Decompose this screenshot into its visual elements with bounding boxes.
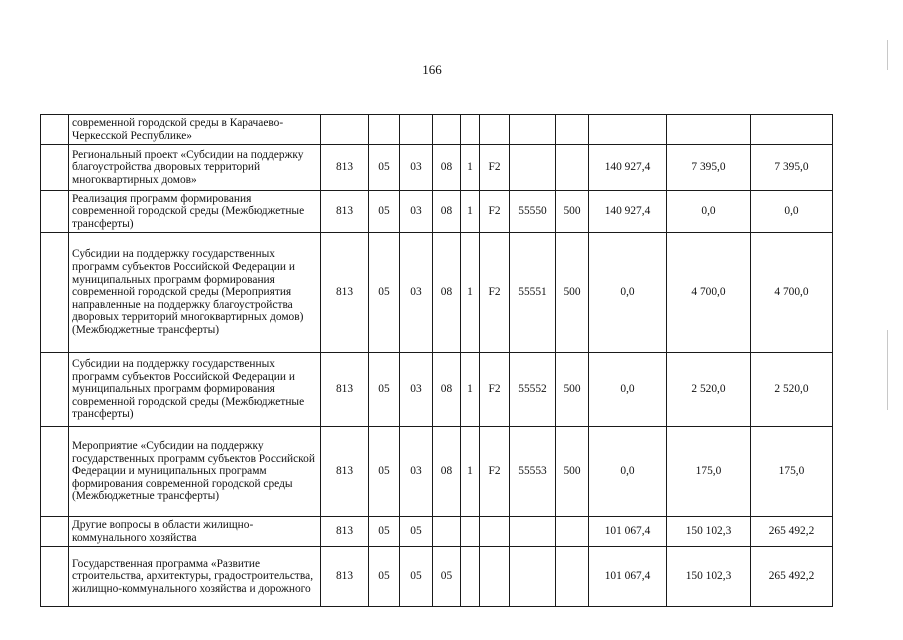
- index-cell: [41, 427, 69, 517]
- subsection-cell: 03: [400, 353, 433, 427]
- ministry-cell: 813: [321, 233, 369, 353]
- description-cell: современной городской среды в Карачаево-Черкесской Республике»: [69, 115, 321, 145]
- amount-year1-cell: 0,0: [589, 427, 667, 517]
- direction-cell: [510, 145, 556, 191]
- project-cell: F2: [480, 233, 510, 353]
- program-cell: 08: [433, 427, 461, 517]
- amount-year3-cell: 175,0: [751, 427, 833, 517]
- project-cell: [480, 115, 510, 145]
- description-cell: Субсидии на поддержку государственных программ субъектов Российской Федерации и муниципальных программ формирования современной городской среды (Межбюджетные трансферты): [69, 353, 321, 427]
- index-cell: [41, 547, 69, 607]
- expense-type-cell: [556, 115, 589, 145]
- section-cell: 05: [369, 191, 400, 233]
- index-cell: [41, 517, 69, 547]
- table-row: [41, 145, 833, 191]
- subprogram-cell: 1: [461, 233, 480, 353]
- budget-table: [40, 114, 833, 607]
- section-cell: 05: [369, 427, 400, 517]
- amount-year2-cell: 0,0: [667, 191, 751, 233]
- expense-type-cell: 500: [556, 353, 589, 427]
- description-cell: Мероприятие «Субсидии на поддержку государственных программ субъектов Российской Федерации и муниципальных программ формирования современной городской среды (Межбюджетные трансферты): [69, 427, 321, 517]
- subsection-cell: [400, 115, 433, 145]
- ministry-cell: 813: [321, 517, 369, 547]
- description-cell: Реализация программ формирования современной городской среды (Межбюджетные трансферты): [69, 191, 321, 233]
- expense-type-cell: 500: [556, 191, 589, 233]
- page-number: 166: [422, 62, 442, 77]
- subprogram-cell: [461, 115, 480, 145]
- program-cell: [433, 517, 461, 547]
- amount-year3-cell: 2 520,0: [751, 353, 833, 427]
- project-cell: F2: [480, 427, 510, 517]
- index-cell: [41, 353, 69, 427]
- description-cell: Региональный проект «Субсидии на поддержку благоустройства дворовых территорий многоквартирных домов»: [69, 145, 321, 191]
- amount-year2-cell: 150 102,3: [667, 517, 751, 547]
- amount-year2-cell: 150 102,3: [667, 547, 751, 607]
- ministry-cell: 813: [321, 427, 369, 517]
- amount-year1-cell: 0,0: [589, 353, 667, 427]
- amount-year1-cell: 0,0: [589, 233, 667, 353]
- amount-year3-cell: 7 395,0: [751, 145, 833, 191]
- table-row: [41, 353, 833, 427]
- amount-year3-cell: 265 492,2: [751, 517, 833, 547]
- project-cell: F2: [480, 191, 510, 233]
- subprogram-cell: [461, 517, 480, 547]
- subsection-cell: 03: [400, 191, 433, 233]
- ministry-cell: [321, 115, 369, 145]
- index-cell: [41, 233, 69, 353]
- project-cell: [480, 547, 510, 607]
- expense-type-cell: [556, 517, 589, 547]
- direction-cell: [510, 115, 556, 145]
- expense-type-cell: [556, 145, 589, 191]
- amount-year2-cell: 2 520,0: [667, 353, 751, 427]
- subsection-cell: 03: [400, 233, 433, 353]
- scan-edge-mark: [887, 40, 888, 70]
- ministry-cell: 813: [321, 353, 369, 427]
- amount-year2-cell: 4 700,0: [667, 233, 751, 353]
- direction-cell: 55552: [510, 353, 556, 427]
- program-cell: 08: [433, 145, 461, 191]
- amount-year1-cell: 101 067,4: [589, 547, 667, 607]
- amount-year3-cell: [751, 115, 833, 145]
- amount-year2-cell: [667, 115, 751, 145]
- subsection-cell: 03: [400, 145, 433, 191]
- subsection-cell: 05: [400, 517, 433, 547]
- expense-type-cell: 500: [556, 233, 589, 353]
- description-cell: Государственная программа «Развитие строительства, архитектуры, градостроительства, жилищно-коммунального хозяйства и дорожного: [69, 547, 321, 607]
- amount-year1-cell: [589, 115, 667, 145]
- subprogram-cell: [461, 547, 480, 607]
- section-cell: 05: [369, 353, 400, 427]
- amount-year2-cell: 175,0: [667, 427, 751, 517]
- description-cell: Субсидии на поддержку государственных программ субъектов Российской Федерации и муниципальных программ формирования современной городской среды (Мероприятия направленные на поддержку благоустройства дворовых территорий многоквартирных домов) (Межбюджетные трансферты): [69, 233, 321, 353]
- description-cell: Другие вопросы в области жилищно-коммунального хозяйства: [69, 517, 321, 547]
- section-cell: 05: [369, 517, 400, 547]
- program-cell: 08: [433, 353, 461, 427]
- direction-cell: 55553: [510, 427, 556, 517]
- expense-type-cell: 500: [556, 427, 589, 517]
- index-cell: [41, 145, 69, 191]
- project-cell: F2: [480, 145, 510, 191]
- ministry-cell: 813: [321, 145, 369, 191]
- amount-year1-cell: 140 927,4: [589, 145, 667, 191]
- index-cell: [41, 191, 69, 233]
- expense-type-cell: [556, 547, 589, 607]
- direction-cell: [510, 547, 556, 607]
- subprogram-cell: 1: [461, 191, 480, 233]
- program-cell: 08: [433, 233, 461, 353]
- amount-year3-cell: 4 700,0: [751, 233, 833, 353]
- section-cell: [369, 115, 400, 145]
- direction-cell: 55551: [510, 233, 556, 353]
- budget-table-body: [41, 115, 833, 607]
- amount-year3-cell: 0,0: [751, 191, 833, 233]
- program-cell: [433, 115, 461, 145]
- section-cell: 05: [369, 547, 400, 607]
- scan-edge-mark: [887, 330, 888, 410]
- project-cell: [480, 517, 510, 547]
- section-cell: 05: [369, 233, 400, 353]
- amount-year1-cell: 140 927,4: [589, 191, 667, 233]
- amount-year1-cell: 101 067,4: [589, 517, 667, 547]
- section-cell: 05: [369, 145, 400, 191]
- table-row: [41, 191, 833, 233]
- table-row: [41, 517, 833, 547]
- table-row: [41, 427, 833, 517]
- table-row: [41, 547, 833, 607]
- subprogram-cell: 1: [461, 353, 480, 427]
- subprogram-cell: 1: [461, 145, 480, 191]
- ministry-cell: 813: [321, 191, 369, 233]
- program-cell: 08: [433, 191, 461, 233]
- project-cell: F2: [480, 353, 510, 427]
- table-row: [41, 233, 833, 353]
- table-row: [41, 115, 833, 145]
- amount-year2-cell: 7 395,0: [667, 145, 751, 191]
- program-cell: 05: [433, 547, 461, 607]
- ministry-cell: 813: [321, 547, 369, 607]
- amount-year3-cell: 265 492,2: [751, 547, 833, 607]
- subsection-cell: 03: [400, 427, 433, 517]
- subsection-cell: 05: [400, 547, 433, 607]
- index-cell: [41, 115, 69, 145]
- subprogram-cell: 1: [461, 427, 480, 517]
- direction-cell: 55550: [510, 191, 556, 233]
- direction-cell: [510, 517, 556, 547]
